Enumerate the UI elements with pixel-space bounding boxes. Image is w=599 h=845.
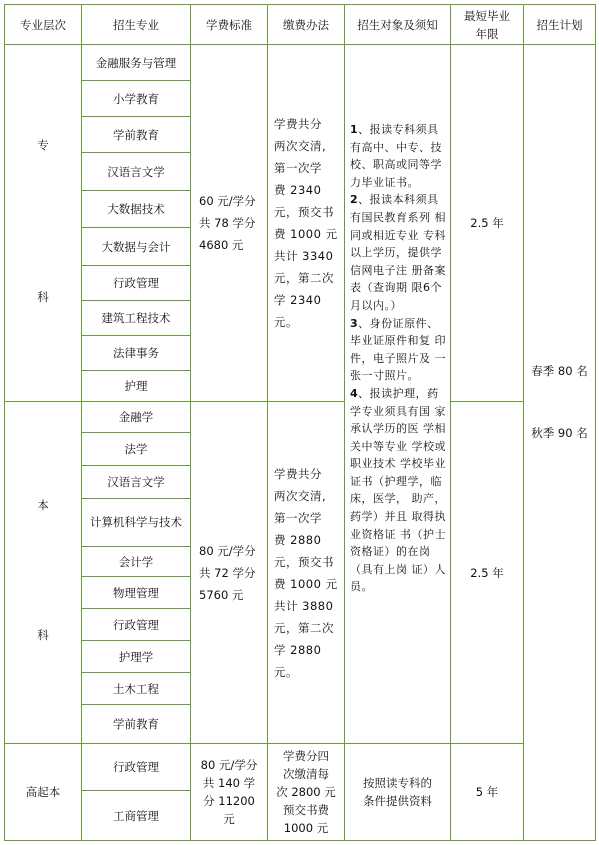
- payment-line: 费 1000 元: [274, 576, 338, 591]
- payment-line: 学费分四: [283, 749, 329, 763]
- payment-line: 费 2880: [274, 532, 322, 547]
- requirement-text: 、报读本科须具 有国民教育系列 相同或相近专业 专科以上学历，提供学信网电子注 册备案表（查询期 限6个月以内。）: [350, 193, 446, 312]
- payment-line: 共计 3340: [274, 249, 334, 263]
- major-cell: 建筑工程技术: [82, 301, 191, 336]
- payment-line: 元，预交书: [274, 554, 334, 569]
- level-label-bottom: 科: [37, 628, 49, 642]
- requirement-line: 条件提供资料: [363, 794, 432, 808]
- major-cell: 行政管理: [82, 266, 191, 301]
- fee-line: 60 元/学分: [199, 194, 256, 208]
- plan-autumn: 秋季 90 名: [531, 426, 588, 440]
- fee-line: 共 78 学分: [199, 216, 256, 230]
- payment-line: 第一次学: [274, 510, 322, 525]
- major-cell: 法律事务: [82, 336, 191, 371]
- major-cell: 护理学: [82, 641, 191, 673]
- major-cell: 学前教育: [82, 117, 191, 153]
- header-plan: 招生计划: [524, 5, 596, 45]
- header-row: [5, 5, 596, 45]
- major-cell: 物理管理: [82, 577, 191, 609]
- major-cell: 护理: [82, 371, 191, 402]
- level-benke: [5, 402, 82, 744]
- years-zhuanke: 2.5 年: [451, 45, 524, 402]
- requirement-item: [350, 315, 446, 385]
- fee-line: 4680 元: [199, 238, 244, 252]
- payment-line: 共计 3880: [274, 598, 334, 613]
- table-row: [5, 45, 596, 81]
- payment-line: 1000 元: [283, 821, 329, 835]
- years-benke: 2.5 年: [451, 402, 524, 744]
- requirement-item: [350, 191, 446, 314]
- requirement-line: 按照读专科的: [363, 776, 432, 790]
- fee-line: 80 元/学分: [199, 543, 256, 558]
- requirement-item: [350, 385, 446, 596]
- level-zhuanke: [5, 45, 82, 402]
- major-cell: 工商管理: [82, 791, 191, 841]
- payment-line: 元。: [274, 315, 298, 329]
- years-gaoqiben: 5 年: [451, 744, 524, 841]
- payment-line: 学 2880: [274, 642, 322, 657]
- major-cell: 学前教育: [82, 705, 191, 744]
- payment-line: 预交书费: [283, 803, 329, 817]
- requirement-text: 、报读专科须具 有高中、中专、技校、职高或同等学力毕业证书。: [350, 123, 442, 189]
- major-cell: 行政管理: [82, 744, 191, 791]
- major-cell: 金融服务与管理: [82, 45, 191, 81]
- payment-line: 两次交清,: [274, 139, 327, 153]
- header-fee: 学费标准: [191, 5, 268, 45]
- major-cell: 金融学: [82, 402, 191, 433]
- requirements-gaoqiben: [345, 744, 451, 841]
- payment-line: 费 2340: [274, 183, 322, 197]
- fee-line: 分 11200: [203, 794, 255, 808]
- table-row: [5, 402, 596, 433]
- payment-line: 费 1000 元: [274, 227, 338, 241]
- requirement-text: 、身份证原件、 毕业证原件和复 印件，电子照片及 一张一寸照片。: [350, 316, 446, 383]
- plan-spring: 春季 80 名: [531, 364, 588, 378]
- admissions-table: [4, 4, 596, 841]
- major-cell: 土木工程: [82, 673, 191, 705]
- table-row: [5, 744, 596, 791]
- payment-line: 次缴清每: [283, 767, 329, 781]
- payment-line: 元，第二次: [274, 271, 334, 285]
- major-cell: 法学: [82, 433, 191, 466]
- major-cell: 会计学: [82, 547, 191, 577]
- requirement-text: 、报读护理，药 学专业须具有国 家承认学历的医 学相关中等专业 学校或职业技术 学校毕业证书（护理学，临床，医学， 助产，药学）并且 取得执业资格证 书（护士资格证）的在岗（具有上岗 证）人员。: [350, 386, 446, 594]
- major-cell: 大数据与会计: [82, 228, 191, 266]
- payment-zhuanke: [268, 45, 345, 402]
- fee-line: 共 140 学: [202, 776, 256, 790]
- payment-line: 元，预交书: [274, 205, 334, 219]
- fee-gaoqiben: [191, 744, 268, 841]
- major-cell: 汉语言文学: [82, 466, 191, 499]
- header-major: 招生专业: [82, 5, 191, 45]
- payment-line: 两次交清,: [274, 488, 327, 503]
- requirement-number: 1: [350, 123, 359, 136]
- fee-line: 共 72 学分: [199, 565, 256, 580]
- fee-benke: [191, 402, 268, 744]
- major-cell: 行政管理: [82, 609, 191, 641]
- plan-cell: [524, 45, 596, 841]
- payment-line: 学费共分: [274, 466, 322, 481]
- payment-line: 学费共分: [274, 117, 322, 131]
- fee-line: 元: [223, 812, 235, 826]
- level-label-top: 专: [37, 138, 49, 152]
- requirement-number: 4: [350, 386, 359, 400]
- payment-line: 元。: [274, 664, 298, 679]
- payment-line: 学 2340: [274, 293, 322, 307]
- payment-line: 第一次学: [274, 161, 322, 175]
- major-cell: 计算机科学与技术: [82, 499, 191, 547]
- payment-gaoqiben: [268, 744, 345, 841]
- requirements-cell: [345, 45, 451, 744]
- major-cell: 汉语言文学: [82, 153, 191, 191]
- major-cell: 大数据技术: [82, 191, 191, 228]
- header-requirements: 招生对象及须知: [345, 5, 451, 45]
- requirement-item: [350, 121, 446, 191]
- payment-benke: [268, 402, 345, 744]
- level-label-bottom: 科: [37, 290, 49, 304]
- header-level: 专业层次: [5, 5, 82, 45]
- requirement-number: 3: [350, 316, 359, 330]
- fee-line: 5760 元: [199, 587, 244, 602]
- header-payment: 缴费办法: [268, 5, 345, 45]
- payment-line: 元，第二次: [274, 620, 334, 635]
- payment-line: 次 2800 元: [276, 785, 336, 799]
- fee-zhuanke: [191, 45, 268, 402]
- header-min-years: 最短毕业年限: [451, 5, 524, 45]
- fee-line: 80 元/学分: [200, 758, 258, 772]
- major-cell: 小学教育: [82, 81, 191, 117]
- requirement-number: 2: [350, 193, 359, 207]
- level-gaoqiben: 高起本: [5, 744, 82, 841]
- level-label-top: 本: [37, 498, 49, 512]
